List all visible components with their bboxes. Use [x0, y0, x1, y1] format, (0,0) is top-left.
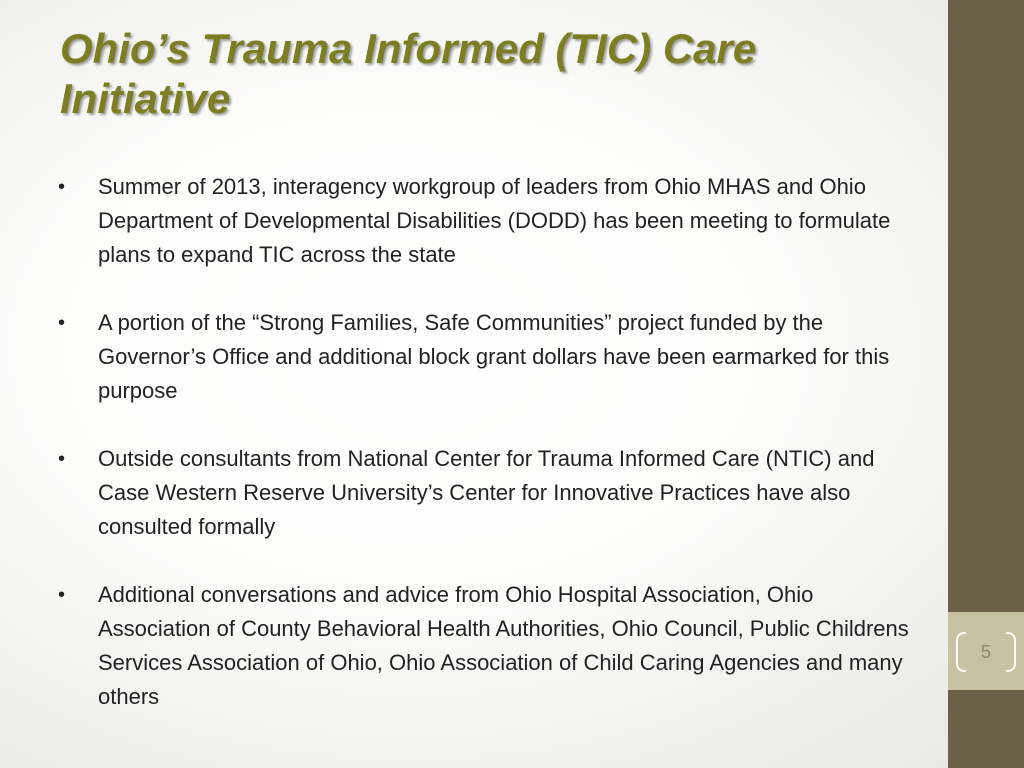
- bullet-item: [58, 442, 928, 544]
- bullet-text: Summer of 2013, interagency workgroup of leaders from Ohio MHAS and Ohio Department of Developmental Disabilities (DODD) has been meeting to formulate plans to expand TIC across the state: [98, 174, 891, 267]
- bullet-item: [58, 306, 928, 408]
- bullet-item: [58, 578, 928, 714]
- bullet-item: [58, 170, 928, 272]
- bullet-text: Additional conversations and advice from Ohio Hospital Association, Ohio Association of County Behavioral Health Authorities, Ohio Council, Public Childrens Services Association of Ohio, Ohio Association of Child Caring Agencies and many others: [98, 582, 909, 709]
- page-number: 5: [980, 642, 991, 662]
- slide-title: Ohio’s Trauma Informed (TIC) Care Initiative: [60, 25, 757, 122]
- page-number-box: [948, 612, 1024, 690]
- right-bracket-icon: [1006, 632, 1016, 672]
- bullet-icon: •: [58, 584, 66, 606]
- bullet-icon: •: [58, 448, 66, 470]
- bullet-text: Outside consultants from National Center for Trauma Informed Care (NTIC) and Case Western Reserve University’s Center for Innovative Practices have also consulted formally: [98, 446, 875, 539]
- bullet-icon: •: [58, 312, 66, 334]
- bullet-text: A portion of the “Strong Families, Safe Communities” project funded by the Governor’s Office and additional block grant dollars have been earmarked for this purpose: [98, 310, 890, 403]
- bullet-list: [58, 170, 928, 748]
- bullet-icon: •: [58, 176, 66, 198]
